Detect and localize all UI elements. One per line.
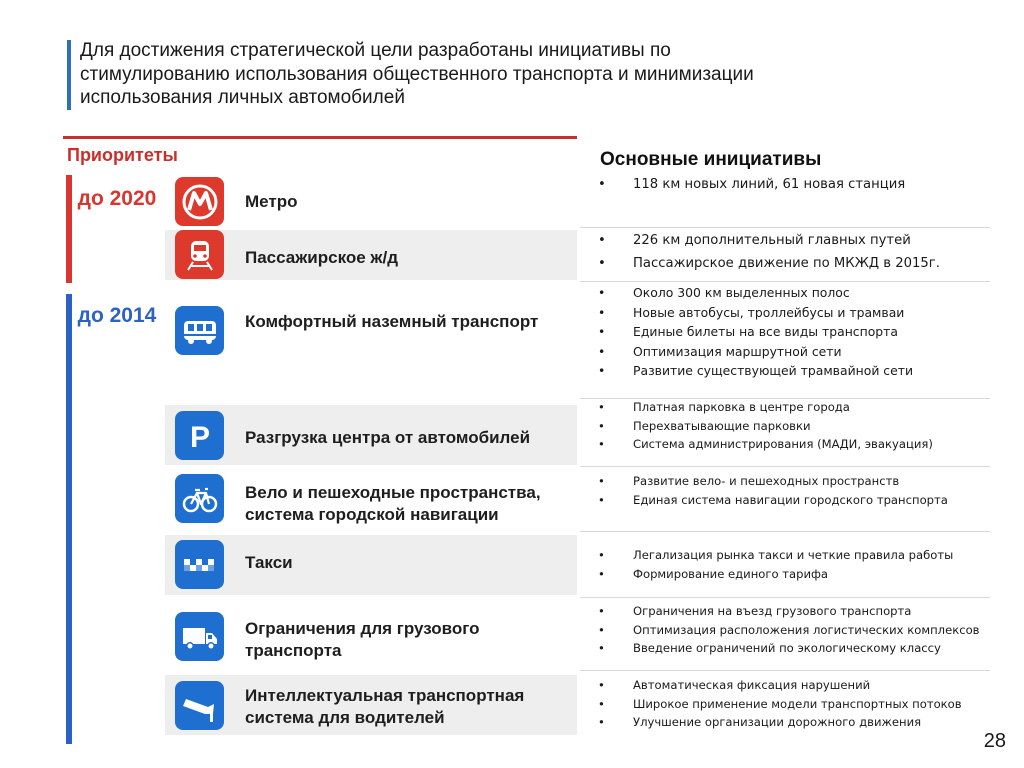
page-title: Для достижения стратегической цели разработаны инициативы по стимулированию использования общественного транспорта и минимизации использования личных автомобилей — [80, 40, 754, 108]
list-item: • Платная парковка в центре города — [598, 398, 1018, 417]
title-accent-bar — [67, 40, 71, 110]
list-item: • Система администрирования (МАДИ, эвакуация) — [598, 435, 1018, 454]
row-label-parking: Разгрузка центра от автомобилей — [245, 428, 531, 447]
bullets-train — [598, 229, 1018, 275]
bullets-bike-pedestrian — [598, 472, 1018, 509]
metro-icon — [175, 177, 224, 226]
bullets-ground-transport — [598, 283, 1018, 381]
list-item: • Около 300 км выделенных полос — [598, 283, 1018, 303]
row-label-taxi: Такси — [245, 553, 293, 572]
bullets-taxi — [598, 546, 1018, 583]
list-item: • Новые автобусы, троллейбусы и трамваи — [598, 303, 1018, 323]
era-label-2020: до 2020 — [77, 187, 157, 210]
list-item: • Единая система навигации городского транспорта — [598, 491, 1018, 510]
initiatives-heading: Основные инициативы — [600, 149, 822, 170]
divider — [580, 466, 990, 467]
row-label-ground-transport: Комфортный наземный транспорт — [245, 312, 539, 331]
list-item: • Формирование единого тарифа — [598, 565, 1018, 584]
priorities-rule — [63, 136, 577, 139]
list-item: • 226 км дополнительный главных путей — [598, 229, 1018, 252]
list-item: • Ограничения на въезд грузового транспорта — [598, 602, 1018, 621]
bullets-metro — [598, 173, 1018, 196]
list-item: • Пассажирское движение по МКЖД в 2015г. — [598, 252, 1018, 275]
era-bar-2014 — [66, 294, 72, 744]
bullets-parking — [598, 398, 1018, 454]
list-item: • Оптимизация маршрутной сети — [598, 342, 1018, 362]
svg-text:P: P — [189, 420, 210, 454]
truck-icon — [175, 612, 224, 661]
divider — [580, 597, 990, 598]
era-label-2014: до 2014 — [77, 304, 157, 327]
list-item: • Введение ограничений по экологическому классу — [598, 639, 1018, 658]
row-label-metro: Метро — [245, 192, 298, 211]
row-label-bike-pedestrian: Вело и пешеходные пространства, система городской навигации — [245, 483, 541, 524]
bicycle-icon — [175, 474, 224, 523]
divider — [580, 281, 990, 282]
divider — [580, 670, 990, 671]
bus-icon — [175, 306, 224, 355]
row-label-trucks: Ограничения для грузового транспорта — [245, 619, 480, 660]
list-item: • Широкое применение модели транспортных потоков — [598, 695, 1018, 714]
bullets-trucks — [598, 602, 1018, 658]
list-item: • 118 км новых линий, 61 новая станция — [598, 173, 1018, 196]
page-number: 28 — [983, 730, 1006, 752]
camera-icon — [175, 681, 224, 730]
list-item: • Оптимизация расположения логистических комплексов — [598, 621, 1018, 640]
list-item: • Перехватывающие парковки — [598, 417, 1018, 436]
train-icon — [175, 230, 224, 279]
list-item: • Развитие существующей трамвайной сети — [598, 361, 1018, 381]
row-label-its: Интеллектуальная транспортная система для водителей — [245, 686, 525, 727]
priorities-label: Приоритеты — [67, 145, 178, 165]
divider — [580, 227, 990, 228]
divider — [580, 531, 990, 532]
list-item: • Единые билеты на все виды транспорта — [598, 322, 1018, 342]
list-item: • Легализация рынка такси и четкие правила работы — [598, 546, 1018, 565]
parking-icon — [175, 411, 224, 460]
list-item: • Улучшение организации дорожного движения — [598, 713, 1018, 732]
bullets-its — [598, 676, 1018, 732]
list-item: • Развитие вело- и пешеходных пространств — [598, 472, 1018, 491]
row-label-train: Пассажирское ж/д — [245, 248, 398, 267]
list-item: • Автоматическая фиксация нарушений — [598, 676, 1018, 695]
taxi-icon — [175, 540, 224, 589]
